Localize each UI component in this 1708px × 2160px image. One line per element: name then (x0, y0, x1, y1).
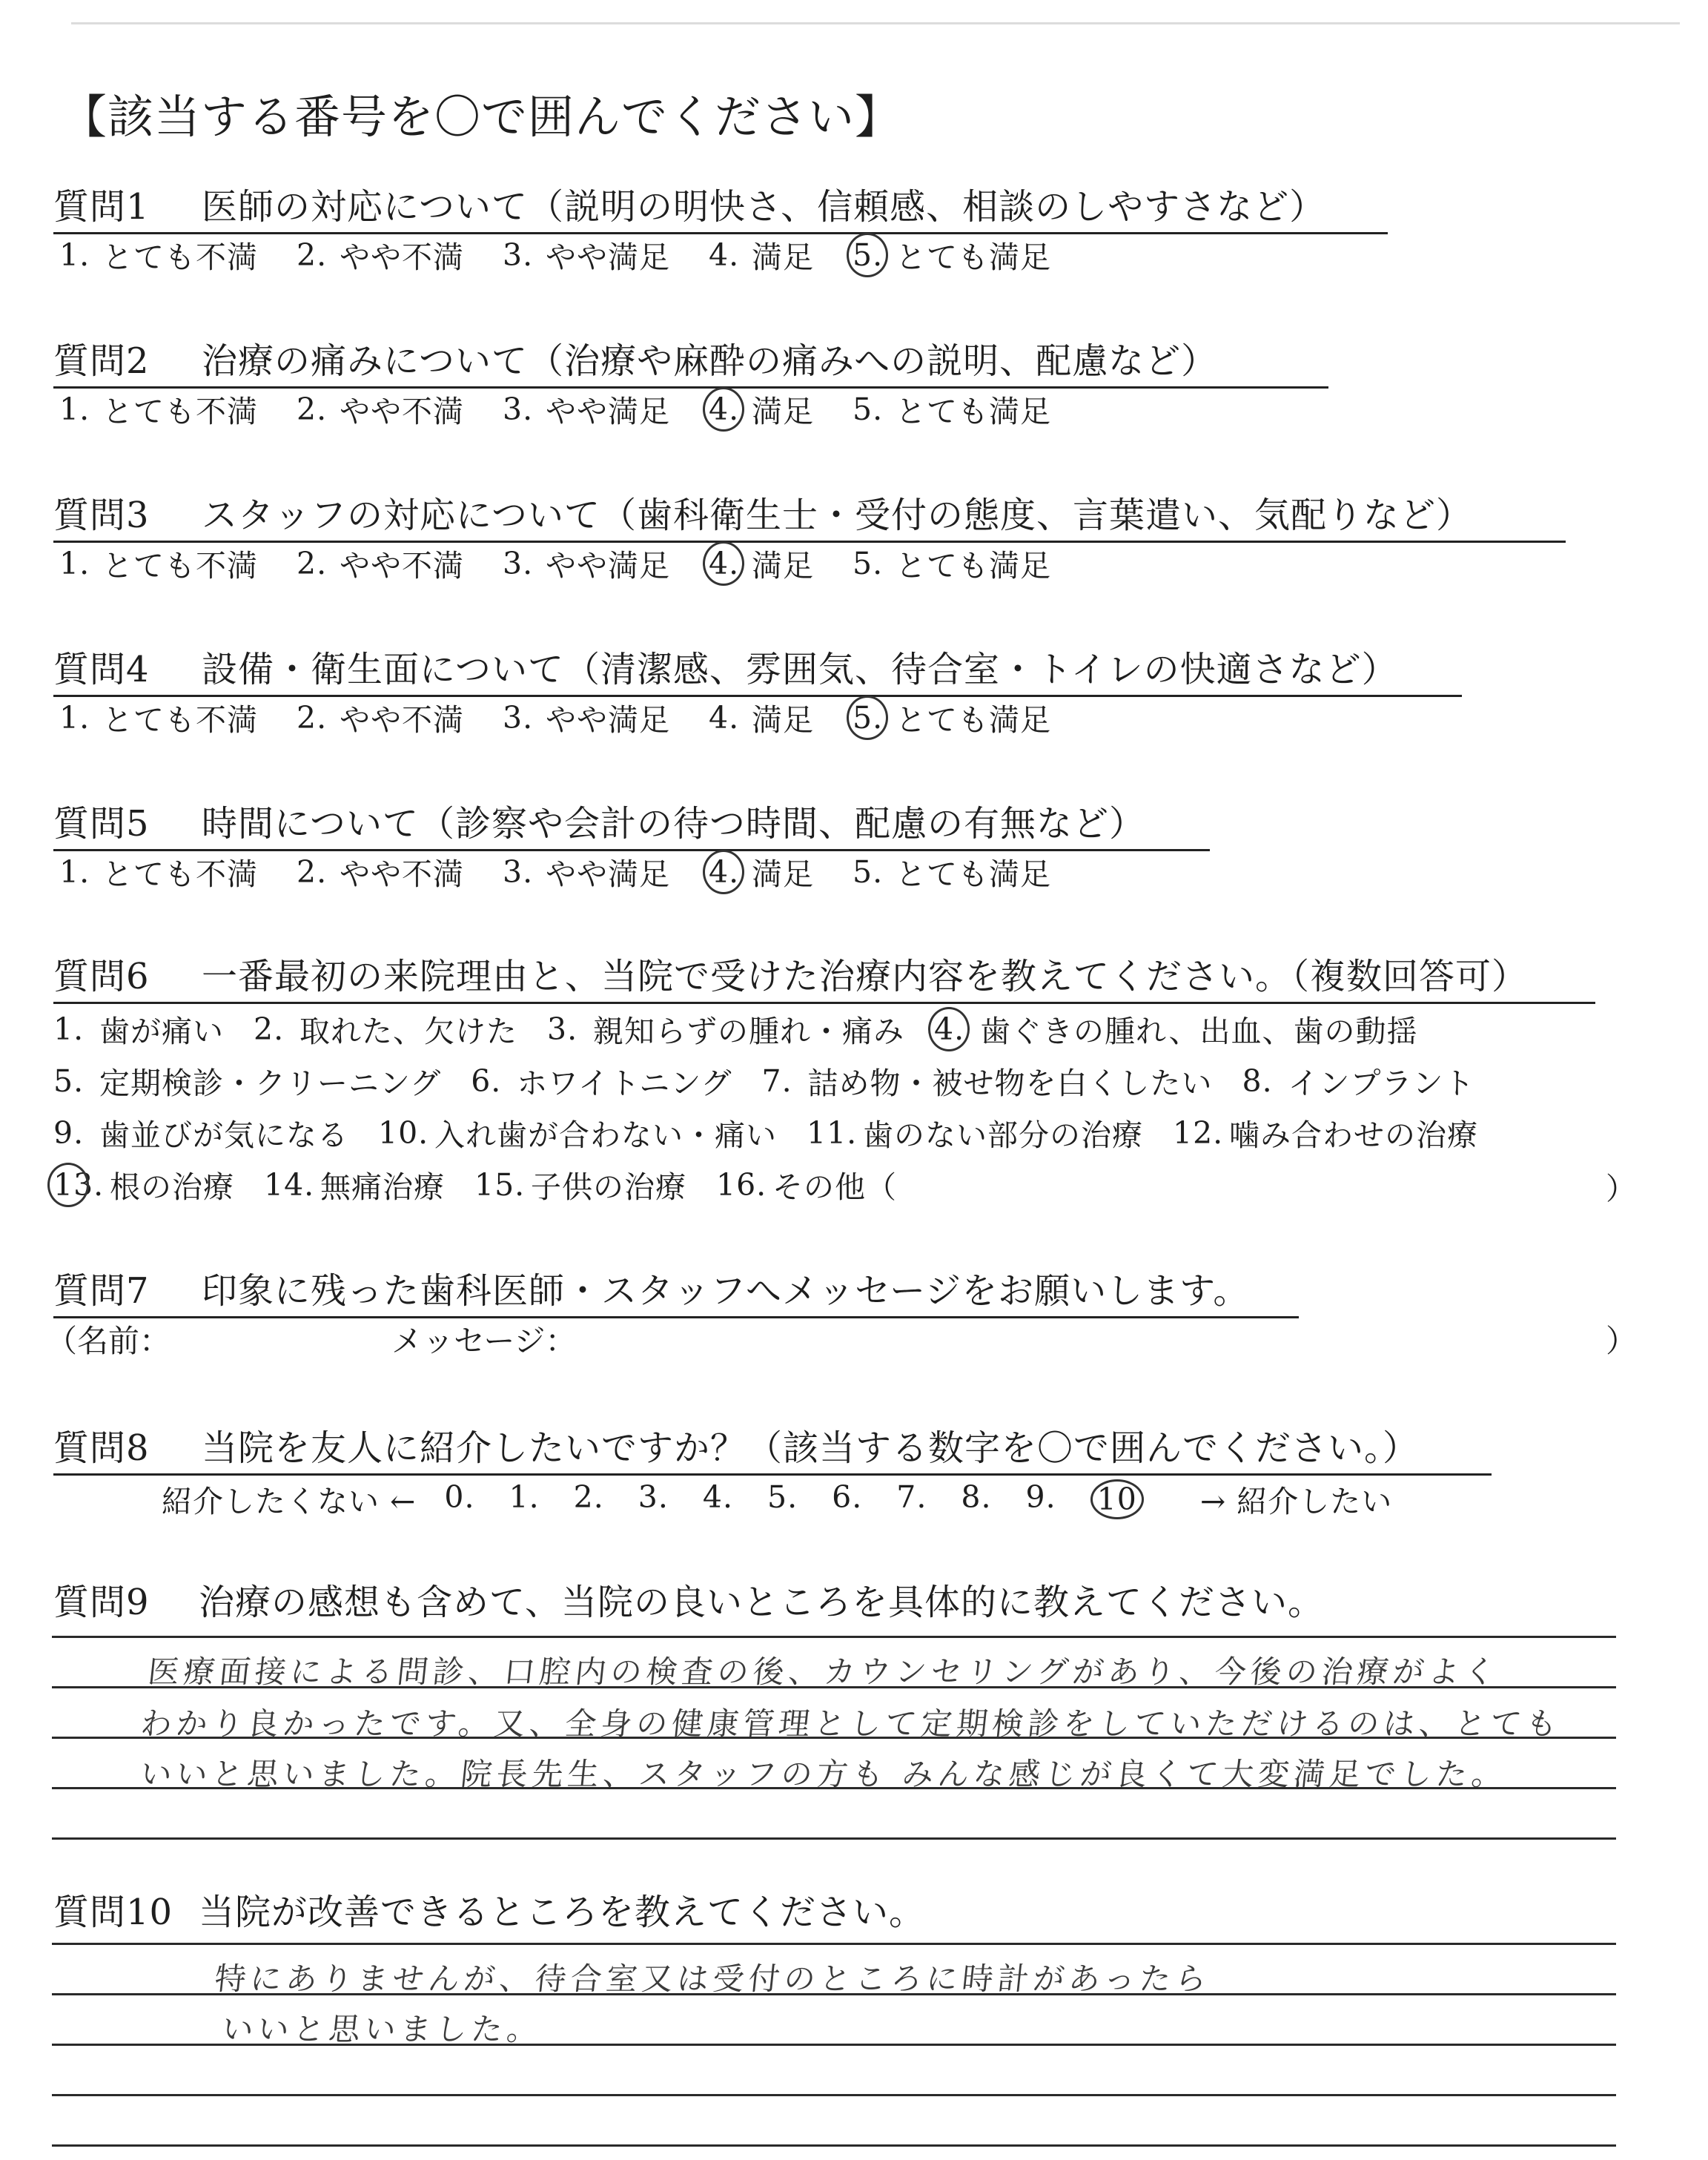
q8-scale-9[interactable]: 9. (1025, 1479, 1056, 1515)
option-label: 歯が痛い (99, 1014, 224, 1049)
q5-title (53, 795, 1210, 851)
q9-answer-line-3: いいと思いました。院長先生、スタッフの方も みんな感じが良くて大変満足でした。 (139, 1756, 1509, 1792)
option-number: 10. (378, 1114, 429, 1151)
q6-row-3 (53, 1111, 1508, 1155)
option-label: とても不満 (102, 240, 258, 275)
option-label: 満足 (752, 394, 814, 429)
option-label: 定期検診・クリーニング (99, 1066, 442, 1101)
option-number: 5. (853, 853, 884, 890)
q9-answer-line-1: 医療面接による問診、口腔内の検査の後、カウンセリングがあり、今後の治療がよく (146, 1654, 1502, 1690)
q6-option-6[interactable] (471, 1059, 732, 1103)
q7-name-label: （名前： (46, 1323, 171, 1359)
q10-answer-line-1: 特にありませんが、待合室又は受付のところに時計があったら (213, 1961, 1213, 1997)
option-number: 4. (934, 1011, 980, 1047)
q10-text: 当院が改善できるところを教えてください。 (199, 1892, 926, 1933)
option-label: 歯並びが気になる (99, 1117, 348, 1153)
option-label: とても満足 (896, 702, 1051, 738)
q8-scale-6[interactable]: 6. (832, 1479, 863, 1515)
q6-row-4 (53, 1163, 927, 1206)
option-number: 4. (709, 546, 752, 581)
q2-option-3[interactable] (503, 387, 670, 431)
q6-option-14[interactable] (264, 1163, 445, 1206)
q2-option-2[interactable] (297, 387, 464, 431)
q6-option-10[interactable] (378, 1111, 777, 1155)
q4-text: 設備・衛生面について（清潔感、雰囲気、待合室・トイレの快適さなど） (202, 649, 1398, 690)
option-label: とても満足 (896, 394, 1051, 429)
option-number: 13. (53, 1167, 110, 1203)
q9-rule-5 (52, 1837, 1616, 1840)
q1-options (59, 233, 1090, 277)
q10-label: 質問10 (53, 1892, 173, 1933)
option-number: 1. (59, 545, 90, 581)
q1-title (53, 178, 1388, 234)
option-label: 噛み合わせの治療 (1229, 1117, 1478, 1153)
q2-label: 質問2 (53, 340, 150, 382)
option-number: 2. (297, 545, 328, 581)
option-number: 4. (709, 237, 740, 273)
q3-text: スタッフの対応について（歯科衛生士・受付の態度、言葉遣い、気配りなど） (202, 495, 1473, 536)
option-label: 満足 (752, 548, 814, 584)
option-number: 16. (716, 1166, 767, 1203)
q10-rule-1 (52, 1943, 1616, 1945)
q7-close: ） (1606, 1323, 1638, 1359)
q1-text: 医師の対応について（説明の明快さ、信頼感、相談のしやすさなど） (202, 186, 1326, 228)
q6-option-13[interactable] (53, 1163, 234, 1206)
q9-rule-1 (52, 1636, 1616, 1638)
q5-option-3[interactable] (503, 850, 670, 894)
q4-option-1[interactable] (59, 696, 258, 739)
q4-title (53, 641, 1462, 697)
q7-title (53, 1262, 1299, 1318)
q4-option-4[interactable] (709, 696, 814, 739)
option-label: とても不満 (102, 702, 258, 738)
option-label: やや不満 (340, 856, 464, 892)
q8-label: 質問8 (53, 1427, 150, 1469)
q6-option-4[interactable] (934, 1007, 1417, 1051)
option-label: 無痛治療 (320, 1169, 445, 1205)
q1-option-1[interactable] (59, 233, 258, 277)
option-number: 2. (297, 699, 328, 736)
option-number: 1. (59, 853, 90, 890)
option-number: 5. (853, 545, 884, 581)
option-number: 2. (254, 1011, 285, 1047)
q8-scale-3[interactable]: 3. (638, 1479, 669, 1515)
q8-scale-10[interactable]: 10 (1090, 1479, 1144, 1519)
option-label: 子供の治療 (531, 1169, 686, 1205)
option-number: 14. (264, 1166, 315, 1203)
q8-scale-7[interactable]: 7. (896, 1479, 927, 1515)
option-number: 3. (503, 237, 534, 273)
instruction-heading: 【該当する番号を〇で囲んでください】 (61, 90, 902, 144)
q8-text: 当院を友人に紹介したいですか？（該当する数字を〇で囲んでください。） (202, 1427, 1420, 1469)
option-label: 入れ歯が合わない・痛い (434, 1117, 777, 1153)
q3-option-4[interactable] (709, 541, 814, 585)
option-number: 15. (474, 1166, 526, 1203)
option-label: やや不満 (340, 548, 464, 584)
q2-option-5[interactable] (853, 387, 1051, 431)
option-number: 1. (59, 699, 90, 736)
option-label: 詰め物・被せ物を白くしたい (807, 1066, 1213, 1101)
option-number: 4. (709, 392, 752, 427)
option-number: 3. (503, 699, 534, 736)
q8-scale-4[interactable]: 4. (702, 1479, 734, 1515)
option-label: とても不満 (102, 394, 258, 429)
option-number: 5. (53, 1063, 85, 1099)
q5-option-1[interactable] (59, 850, 258, 894)
q6-title (53, 948, 1595, 1004)
q10-answer-line-2: いいと思いました。 (220, 2011, 545, 2047)
q6-other-close: ） (1606, 1171, 1636, 1206)
option-number: 3. (503, 853, 534, 890)
q1-option-5[interactable] (853, 233, 1051, 277)
q8-scale-1[interactable]: 1. (509, 1479, 540, 1515)
option-number: 1. (59, 391, 90, 427)
q8-right-label: → 紹介したい (1199, 1484, 1393, 1519)
option-label: やや不満 (340, 702, 464, 738)
q1-option-2[interactable] (297, 233, 464, 277)
option-label: やや不満 (340, 394, 464, 429)
q6-row-2 (53, 1059, 1505, 1103)
q8-scale-row (162, 1477, 1392, 1521)
q8-scale (444, 1479, 1177, 1519)
q9-label: 質問9 (53, 1582, 150, 1623)
q8-scale-5[interactable]: 5. (767, 1479, 798, 1515)
q5-option-5[interactable] (853, 850, 1051, 894)
q6-option-7[interactable] (762, 1059, 1213, 1103)
q8-title (53, 1419, 1492, 1476)
q7-text: 印象に残った歯科医師・スタッフへメッセージをお願いします。 (202, 1270, 1250, 1312)
q3-option-1[interactable] (59, 541, 258, 585)
q10-title (53, 1883, 925, 1935)
q1-label: 質問1 (53, 186, 150, 228)
q3-label: 質問3 (53, 495, 150, 536)
q3-options (59, 541, 1090, 585)
option-number: 2. (297, 237, 328, 273)
q6-option-8[interactable] (1242, 1059, 1475, 1103)
option-label: やや不満 (340, 240, 464, 275)
option-label: ホワイトニング (517, 1066, 732, 1101)
q4-options (59, 696, 1090, 739)
q4-option-3[interactable] (503, 696, 670, 739)
q3-title (53, 486, 1566, 543)
option-number: 3. (503, 545, 534, 581)
q3-option-2[interactable] (297, 541, 464, 585)
q2-option-4[interactable] (709, 387, 814, 431)
option-label: やや満足 (546, 548, 670, 584)
q5-label: 質問5 (53, 803, 150, 845)
option-number: 6. (471, 1063, 502, 1099)
q7-message-label: メッセージ： (391, 1323, 577, 1359)
q10-rule-4 (52, 2094, 1616, 2096)
q1-option-3[interactable] (503, 233, 670, 277)
option-label: とても満足 (896, 548, 1051, 584)
option-number: 4. (709, 854, 752, 890)
option-number: 1. (59, 237, 90, 273)
q6-option-1[interactable] (53, 1007, 224, 1051)
option-label: とても満足 (896, 240, 1051, 275)
q8-left-label: 紹介したくない ← (162, 1484, 417, 1519)
option-label: 親知らずの腫れ・痛み (593, 1014, 904, 1049)
q4-option-5[interactable] (853, 696, 1051, 739)
option-label: とても不満 (102, 548, 258, 584)
option-number: 7. (761, 1063, 792, 1099)
q6-text: 一番最初の来院理由と、当院で受けた治療内容を教えてください。（複数回答可） (202, 956, 1529, 997)
option-label: 歯のない部分の治療 (863, 1117, 1143, 1153)
option-number: 11. (807, 1114, 858, 1151)
q6-option-16[interactable] (716, 1163, 897, 1206)
q8-scale-8[interactable]: 8. (961, 1479, 992, 1515)
q4-label: 質問4 (53, 649, 150, 690)
option-label: やや満足 (546, 394, 670, 429)
q2-option-1[interactable] (59, 387, 258, 431)
option-number: 2. (297, 853, 328, 890)
q9-text: 治療の感想も含めて、当院の良いところを具体的に教えてください。 (199, 1582, 1325, 1623)
q6-row-1 (53, 1007, 1447, 1051)
q2-text: 治療の痛みについて（治療や麻酔の痛みへの説明、配慮など） (202, 340, 1218, 382)
q6-option-15[interactable] (474, 1163, 686, 1206)
q5-text: 時間について（診察や会計の待つ時間、配慮の有無など） (202, 803, 1146, 845)
q5-option-4[interactable] (709, 850, 814, 894)
q6-option-9[interactable] (53, 1111, 348, 1155)
q8-scale-2[interactable]: 2. (573, 1479, 604, 1515)
option-label: 満足 (752, 240, 814, 275)
option-label: インプラント (1288, 1066, 1475, 1101)
option-label: 歯ぐきの腫れ、出血、歯の動揺 (980, 1014, 1418, 1049)
option-number: 5. (853, 237, 896, 273)
option-label: 根の治療 (110, 1169, 234, 1205)
q5-options (59, 850, 1090, 894)
option-label: その他（ (772, 1169, 897, 1205)
option-number: 12. (1173, 1114, 1224, 1151)
option-label: とても不満 (102, 856, 258, 892)
option-number: 3. (503, 391, 534, 427)
option-label: とても満足 (896, 856, 1051, 892)
q2-title (53, 332, 1328, 389)
option-label: 満足 (752, 856, 814, 892)
q9-title (53, 1573, 1324, 1625)
option-number: 2. (297, 391, 328, 427)
option-label: やや満足 (546, 856, 670, 892)
q6-label: 質問6 (53, 956, 150, 997)
q5-option-2[interactable] (297, 850, 464, 894)
q7-label: 質問7 (53, 1270, 150, 1312)
option-label: 取れた、欠けた (299, 1014, 517, 1049)
q6-option-11[interactable] (807, 1111, 1143, 1155)
q3-option-3[interactable] (503, 541, 670, 585)
option-number: 9. (53, 1114, 85, 1151)
option-number: 1. (53, 1011, 85, 1047)
q6-option-3[interactable] (547, 1007, 904, 1051)
q8-scale-0[interactable]: 0. (444, 1479, 475, 1515)
option-number: 5. (853, 700, 896, 736)
q6-option-12[interactable] (1173, 1111, 1478, 1155)
option-number: 3. (547, 1011, 578, 1047)
option-number: 5. (853, 391, 884, 427)
option-number: 4. (709, 699, 740, 736)
top-rule (71, 22, 1680, 24)
q2-options (59, 387, 1090, 431)
q4-option-2[interactable] (297, 696, 464, 739)
q6-option-5[interactable] (53, 1059, 441, 1103)
option-label: 満足 (752, 702, 814, 738)
q1-option-4[interactable] (709, 233, 814, 277)
q6-option-2[interactable] (254, 1007, 517, 1051)
option-label: やや満足 (546, 240, 670, 275)
option-number: 8. (1242, 1063, 1273, 1099)
q10-rule-5 (52, 2144, 1616, 2147)
q3-option-5[interactable] (853, 541, 1051, 585)
option-label: やや満足 (546, 702, 670, 738)
q9-answer-line-2: わかり良かったです。又、全身の健康管理として定期検診をしていただけるのは、とても (139, 1705, 1563, 1742)
